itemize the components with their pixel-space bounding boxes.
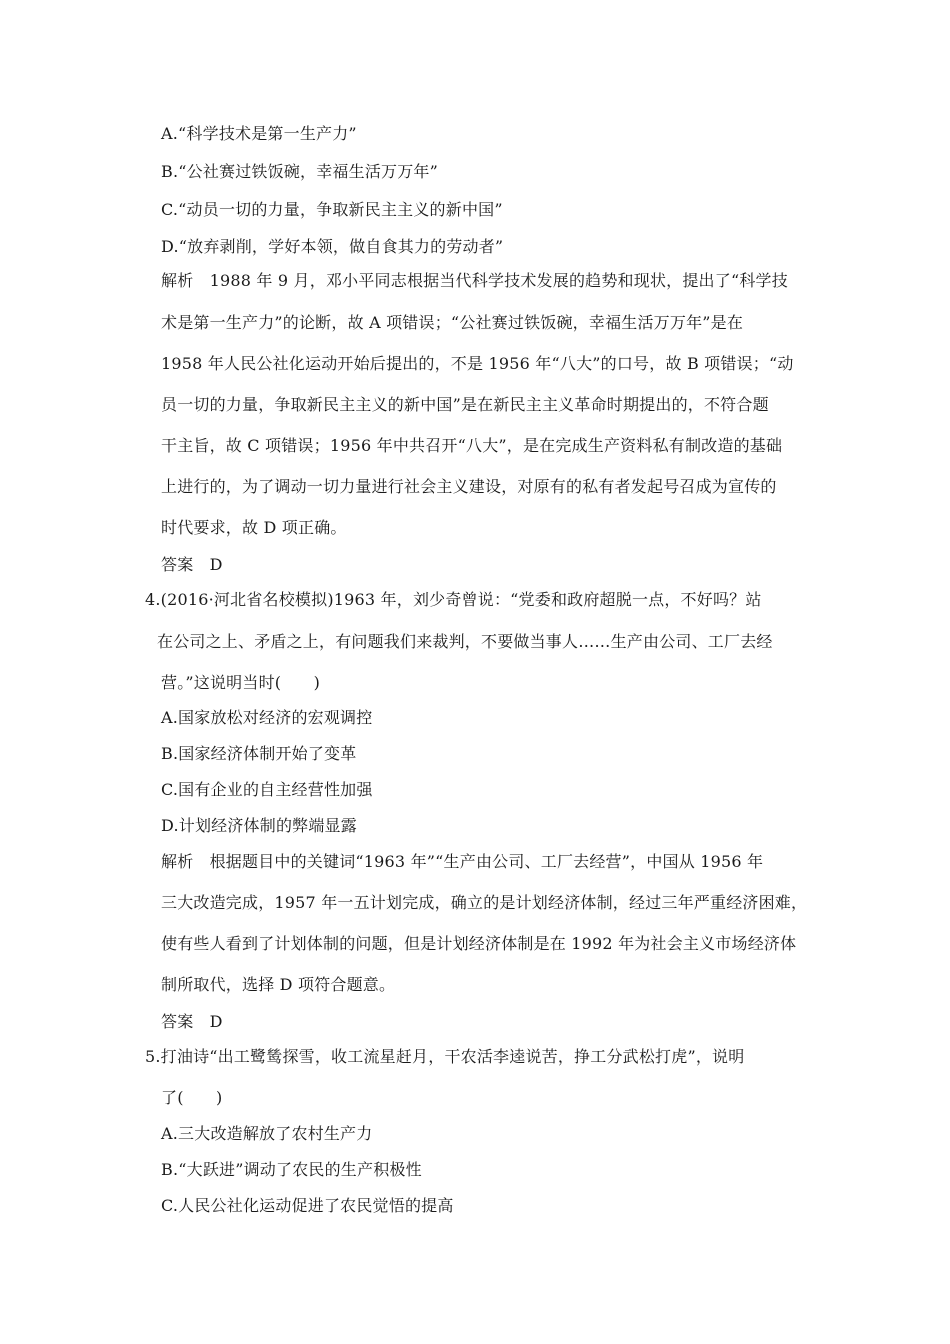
analysis-line: 干主旨，故 C 项错误；1956 年中共召开“八大”，是在完成生产资料私有制改造的基础 [161,436,783,455]
question-stem-line: 在公司之上、矛盾之上，有问题我们来裁判，不要做当事人……生产由公司、工厂去经 [157,632,773,651]
question-stem-line: 营。”这说明当时( ) [161,673,321,692]
analysis-line: 时代要求，故 D 项正确。 [161,518,347,537]
question-stem-line: 4.(2016·河北省名校模拟)1963 年，刘少奇曾说：“党委和政府超脱一点，不好吗？站 [145,590,762,609]
analysis-line: 员一切的力量，争取新民主主义的新中国”是在新民主主义革命时期提出的，不符合题 [161,395,769,414]
q4-answer: 答案 D [161,1012,223,1031]
analysis-line: 上进行的，为了调动一切力量进行社会主义建设，对原有的私有者发起号召成为宣传的 [161,477,777,496]
q4-option-c: C.国有企业的自主经营性加强 [161,780,373,799]
analysis-line: 术是第一生产力”的论断，故 A 项错误；“公社赛过铁饭碗，幸福生活万万年”是在 [161,313,744,332]
q4-option-b: B.国家经济体制开始了变革 [161,744,357,763]
analysis-line: 1958 年人民公社化运动开始后提出的，不是 1956 年“八大”的口号，故 B 项错误；“动 [161,354,794,373]
analysis-line: 解析 1988 年 9 月，邓小平同志根据当代科学技术发展的趋势和现状，提出了“科学技 [161,271,788,290]
question-stem-line: 5.打油诗“出工鹭鸶探雪，收工流星赶月，干农活李逵说苦，挣工分武松打虎”，说明 [145,1047,745,1066]
analysis-line: 解析 根据题目中的关键词“1963 年”“生产由公司、工厂去经营”，中国从 1956 年 [161,852,764,871]
q3-option-a: A.“科学技术是第一生产力” [161,124,357,143]
q3-option-d: D.“放弃剥削，学好本领，做自食其力的劳动者” [161,237,504,256]
q5-option-c: C.人民公社化运动促进了农民觉悟的提高 [161,1196,454,1215]
q3-option-c: C.“动员一切的力量，争取新民主主义的新中国” [161,200,503,219]
question-stem-line: 了( ) [161,1088,223,1107]
analysis-line: 三大改造完成，1957 年一五计划完成，确立的是计划经济体制，经过三年严重经济困难， [161,893,808,912]
q5-option-a: A.三大改造解放了农村生产力 [161,1124,373,1143]
analysis-line: 制所取代，选择 D 项符合题意。 [161,975,396,994]
q4-option-a: A.国家放松对经济的宏观调控 [161,708,373,727]
q4-option-d: D.计划经济体制的弊端显露 [161,816,357,835]
q3-option-b: B.“公社赛过铁饭碗，幸福生活万万年” [161,162,439,181]
q5-option-b: B.“大跃进”调动了农民的生产积极性 [161,1160,422,1179]
q3-answer: 答案 D [161,555,223,574]
analysis-line: 使有些人看到了计划体制的问题，但是计划经济体制是在 1992 年为社会主义市场经济体 [161,934,797,953]
